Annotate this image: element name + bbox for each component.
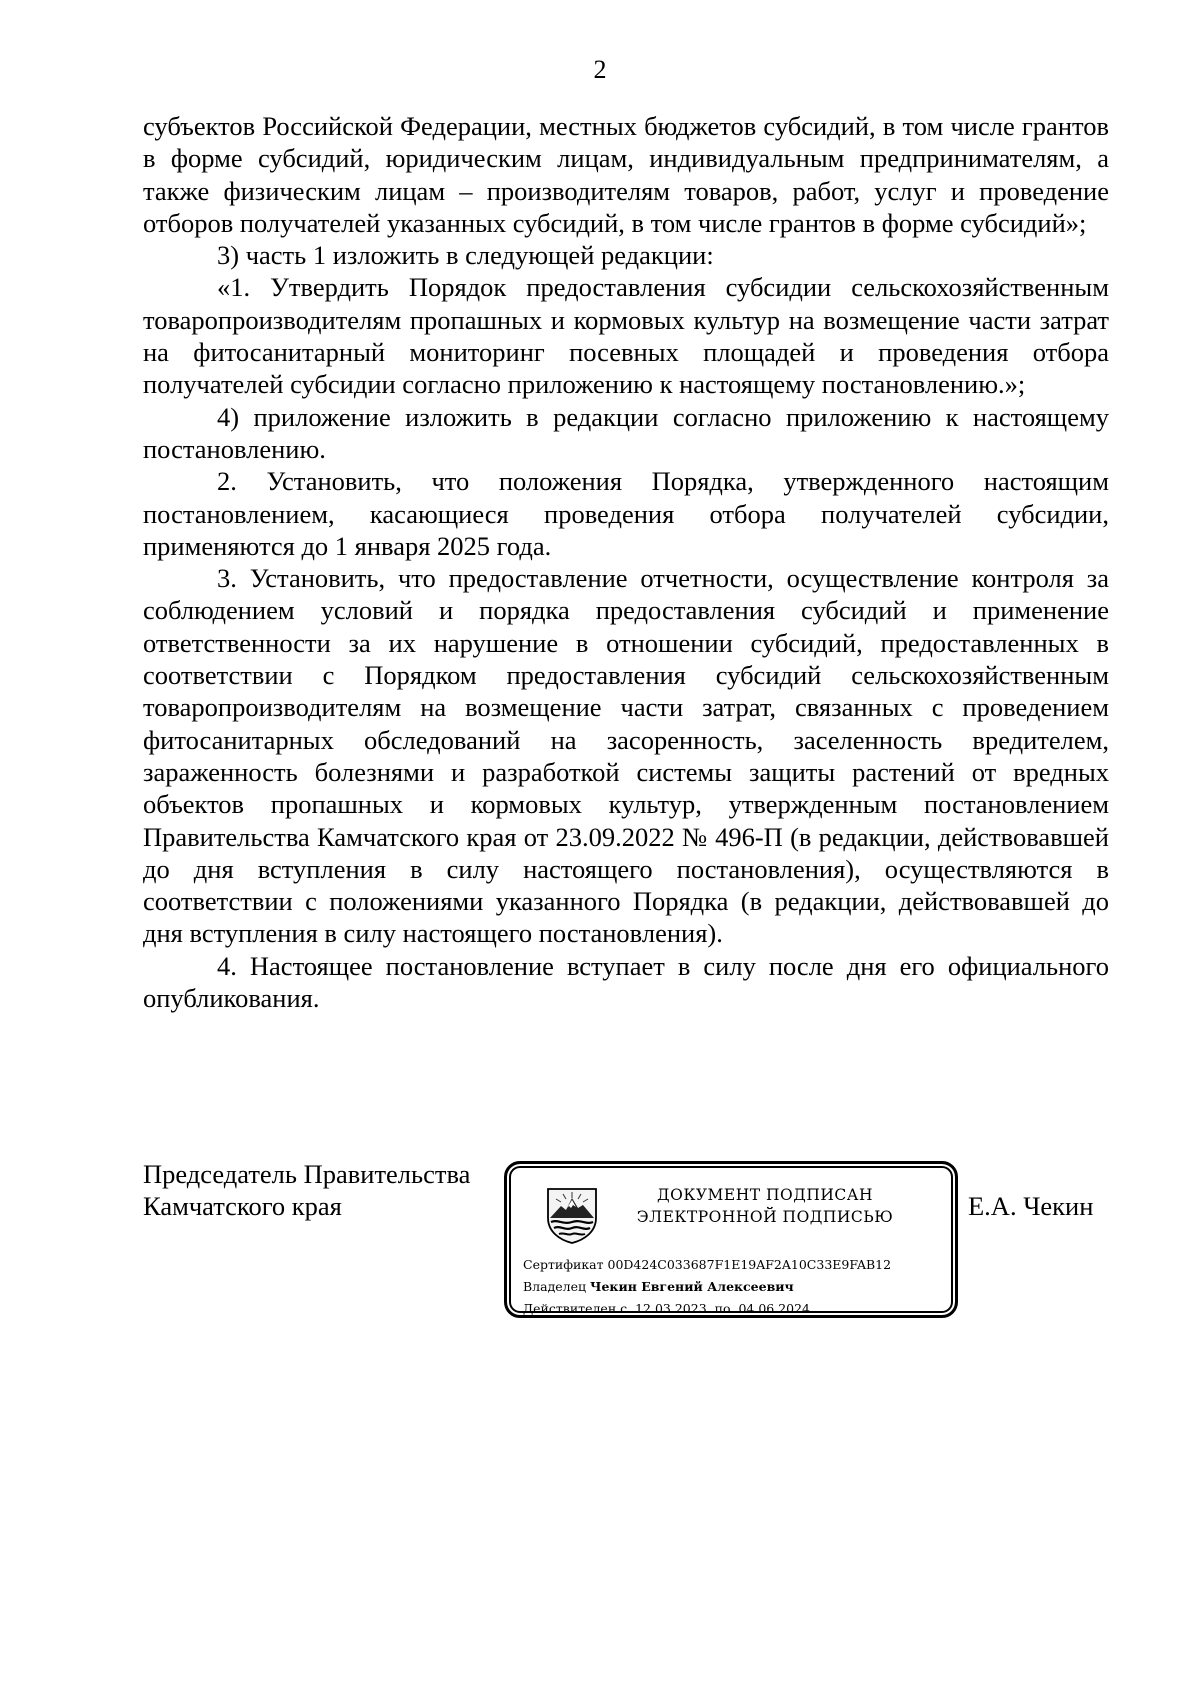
stamp-header: [615, 1184, 915, 1228]
certificate-label: Сертификат: [523, 1257, 604, 1272]
paragraph-continuation: субъектов Российской Федерации, местных бюджетов субсидий, в том числе грантов в форме субсидий, юридическим лицам, индивидуальным предпринимателям, а также физическим лицам – производителям товаров, работ, услуг и проведение отборов получателей указанных субсидий, в том числе грантов в форме субсидий»;: [143, 111, 1109, 238]
stamp-validity-row: [523, 1298, 943, 1320]
valid-from-label: Действителен с: [523, 1301, 628, 1316]
valid-to-label: по: [714, 1301, 731, 1316]
stamp-header-line-1: ДОКУМЕНТ ПОДПИСАН: [657, 1186, 873, 1204]
signatory-title-line-1: Председатель Правительства: [143, 1159, 471, 1189]
page-number: 2: [593, 55, 607, 84]
stamp-certificate-row: [523, 1254, 943, 1276]
signatory-title: [143, 1158, 470, 1223]
electronic-signature-stamp: [504, 1161, 958, 1318]
signatory-name: Е.А. Чекин: [968, 1191, 1094, 1221]
paragraph-quoted-part-1: «1. Утвердить Порядок предоставления субсидии сельскохозяйственным товаропроизводителям пропашных и кормовых культур на возмещение части затрат на фитосанитарный мониторинг посевных площадей и проведения отбора получателей субсидии согласно приложению к настоящему постановлению.»;: [143, 272, 1109, 400]
valid-to-date: 04.06.2024: [738, 1301, 811, 1316]
paragraph-clause-2: 2. Установить, что положения Порядка, утвержденного настоящим постановлением, касающиеся проведения отбора получателей субсидии, применяются до 1 января 2025 года.: [143, 466, 1109, 561]
owner-label: Владелец: [523, 1279, 587, 1294]
paragraph-clause-4: 4. Настоящее постановление вступает в силу после дня его официального опубликования.: [143, 950, 1109, 1014]
kamchatka-emblem-icon: [545, 1186, 599, 1244]
owner-value: Чекин Евгений Алексеевич: [590, 1279, 794, 1294]
document-body: [143, 110, 1109, 1014]
stamp-header-line-2: ЭЛЕКТРОННОЙ ПОДПИСЬЮ: [636, 1208, 894, 1226]
signatory-title-line-2: Камчатского края: [143, 1191, 342, 1222]
certificate-value: 00D424C033687F1E19AF2A10C33E9FAB12: [607, 1257, 892, 1272]
paragraph-item-4: 4) приложение изложить в редакции согласно приложению к настоящему постановлению.: [143, 401, 1109, 464]
valid-from-date: 12.03.2023: [635, 1301, 707, 1316]
stamp-owner-row: [523, 1276, 943, 1298]
paragraph-item-3: 3) часть 1 изложить в следующей редакции:: [217, 240, 714, 271]
paragraph-clause-3: 3. Установить, что предоставление отчетности, осуществление контроля за соблюдением условий и порядка предоставления субсидий и применение ответственности за их нарушение в отношении субсидий, предоставленных в соответствии с Порядком предоставления субсидий сельскохозяйственным товаропроизводителям на возмещение части затрат, связанных с проведением фитосанитарных обследований на засоренность, заселенность вредителем, зараженность болезнями и разработкой системы защиты растений от вредных объектов пропашных и кормовых культур, утвержденным постановлением Правительства Камчатского края от 23.09.2022 № 496-П (в редакции, действовавшей до дня вступления в силу настоящего постановления), осуществляются в соответствии с положениями указанного Порядка (в редакции, действовавшей до дня вступления в силу настоящего постановления).: [143, 563, 1109, 949]
stamp-details: [523, 1254, 943, 1320]
